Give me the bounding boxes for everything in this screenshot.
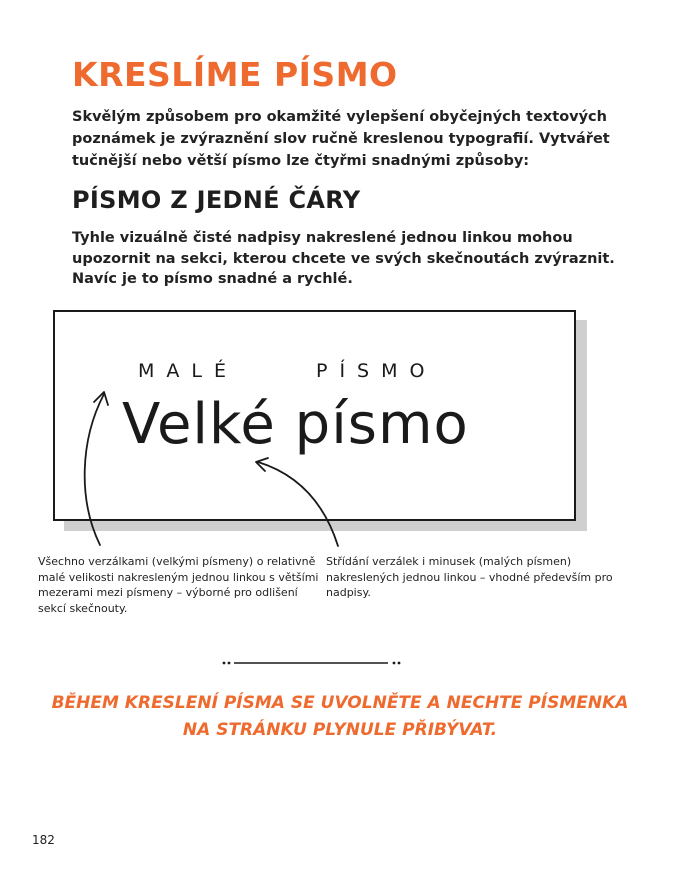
caption-right: Střídání verzálek i minusek (malých písmen) nakreslených jednou linkou – vhodné především pro nadpisy.: [326, 555, 613, 599]
divider: [222, 660, 402, 666]
example-mixed-case-text: Velké písmo: [122, 392, 469, 457]
pull-quote: BĚHEM KRESLENÍ PÍSMA SE UVOLNĚTE A NECHTE PÍSMENKA NA STRÁNKU PLYNULE PŘIBÝVAT.: [51, 693, 629, 740]
page-title: KRESLÍME PÍSMO: [72, 55, 398, 94]
caption-left: Všechno verzálkami (velkými písmeny) o relativně malé velikosti nakresleným jednou linkou s většími mezerami mezi písmeny – výborné pro odlišení sekcí skečnouty.: [38, 555, 319, 615]
example-small-caps-word-1: MALÉ: [138, 360, 238, 382]
page-number: 182: [32, 833, 55, 847]
intro-paragraph: Skvělým způsobem pro okamžité vylepšení obyčejných textových poznámek je zvýraznění slov ručně kreslenou typografií. Vytvářet tučnější nebo větší písmo lze čtyřmi snadnými způsoby:: [72, 109, 610, 169]
section-paragraph: Tyhle vizuálně čisté nadpisy nakreslené jednou linkou mohou upozornit na sekci, kterou chcete ve svých skečnoutách zvýraznit. Navíc je to písmo snadné a rychlé.: [72, 230, 615, 287]
example-small-caps-word-2: PÍSMO: [316, 360, 437, 382]
section-heading: PÍSMO Z JEDNÉ ČÁRY: [72, 186, 361, 214]
